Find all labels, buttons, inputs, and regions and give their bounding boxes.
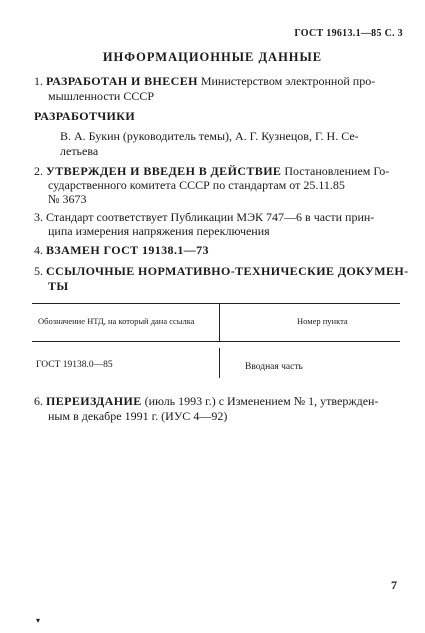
- section-6: [34, 394, 378, 409]
- section-6-number: 6.: [34, 394, 43, 408]
- section-4: [34, 243, 209, 258]
- section-3-number: 3.: [34, 210, 43, 224]
- section-1-heading: РАЗРАБОТАН И ВНЕСЕН: [46, 74, 198, 88]
- section-3: [34, 210, 374, 225]
- developers-line-1: В. А. Букин (руководитель темы), А. Г. Кузнецов, Г. Н. Се-: [60, 129, 359, 143]
- section-2-heading: УТВЕРЖДЕН И ВВЕДЕН В ДЕЙСТВИЕ: [46, 164, 282, 178]
- section-1-number: 1.: [34, 74, 43, 88]
- developers-line-2: летьева: [60, 144, 99, 158]
- section-1-text-cont: мышленности СССР: [48, 89, 155, 103]
- section-1: [34, 74, 375, 89]
- table-cell-ntd: ГОСТ 19138.0—85: [36, 360, 113, 370]
- section-6-text: (июль 1993 г.) с Изменением № 1, утвержден-: [141, 394, 379, 408]
- section-2-text-cont-2: № 3673: [48, 192, 87, 206]
- table-top-rule: [32, 303, 400, 304]
- section-2-text-cont: сударственного комитета СССР по стандартам от 25.11.85: [48, 178, 345, 192]
- section-2: [34, 164, 389, 179]
- table-header-clause: Номер пункта: [297, 316, 348, 326]
- table-cell-clause: Вводная часть: [245, 362, 303, 372]
- section-6-text-cont: ным в декабре 1991 г. (ИУС 4—92): [48, 409, 228, 423]
- table-header-rule: [32, 341, 400, 342]
- section-6-heading: ПЕРЕИЗДАНИЕ: [46, 394, 142, 408]
- section-2-number: 2.: [34, 164, 43, 178]
- developers-heading-text: РАЗРАБОТЧИКИ: [34, 109, 136, 123]
- page-header: ГОСТ 19613.1—85 С. 3: [294, 28, 403, 39]
- page-number: 7: [391, 578, 397, 592]
- section-5-heading-cont-text: ТЫ: [48, 279, 69, 293]
- table-header-ntd: Обозначение НТД, на который дана ссылка: [38, 316, 195, 326]
- section-3-text: Стандарт соответствует Публикации МЭК 747—6 в части прин-: [46, 210, 375, 224]
- section-1-text: Министерством электронной про-: [197, 74, 376, 88]
- section-5: [34, 264, 409, 279]
- page-title: ИНФОРМАЦИОННЫЕ ДАННЫЕ: [102, 50, 323, 64]
- developers-heading: [34, 109, 135, 124]
- section-5-heading-cont: [48, 279, 69, 294]
- table-header-divider: [219, 303, 220, 341]
- section-3-text-cont: ципа измерения напряжения переключения: [48, 224, 270, 238]
- section-2-text: Постановлением Го-: [281, 164, 390, 178]
- table-row-divider: [219, 348, 220, 378]
- section-5-number: 5.: [34, 264, 43, 278]
- section-5-heading: ССЫЛОЧНЫЕ НОРМАТИВНО-ТЕХНИЧЕСКИЕ ДОКУМЕН-: [46, 264, 409, 278]
- margin-mark: ▾: [36, 616, 41, 625]
- section-4-number: 4.: [34, 243, 43, 257]
- section-4-heading: ВЗАМЕН ГОСТ 19138.1—73: [46, 243, 209, 257]
